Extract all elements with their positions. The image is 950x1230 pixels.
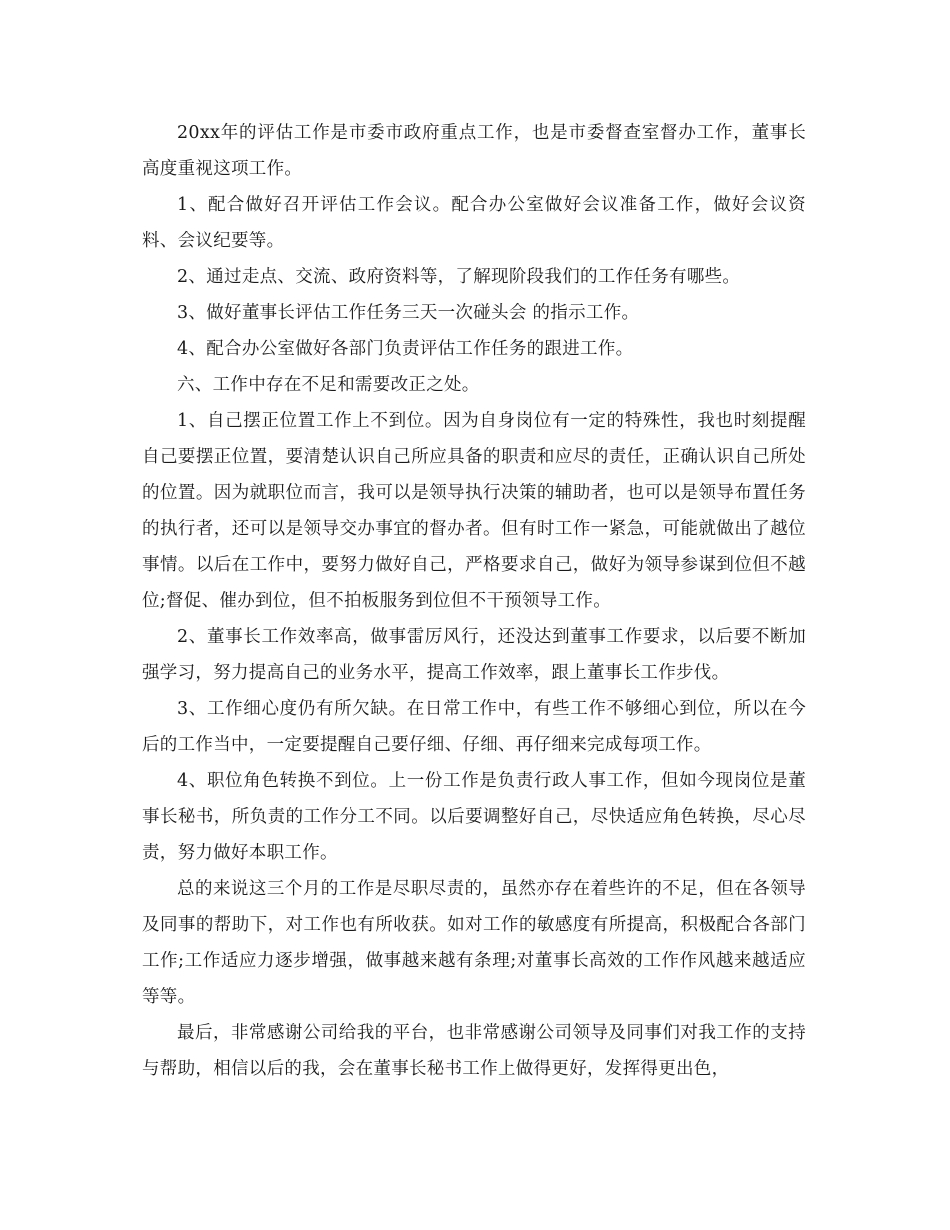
paragraph-summary: 总的来说这三个月的工作是尽职尽责的，虽然亦存在着些许的不足，但在各领导及同事的帮助下，对工作也有所收获。如对工作的敏感度有所提高，积极配合各部门工作;工作适应力逐步增强，做事越来越有条理;对董事长高效的工作作风越来越适应等等。 — [142, 879, 806, 1007]
paragraph-shortcoming-1: 1、自己摆正位置工作上不到位。因为自身岗位有一定的特殊性，我也时刻提醒自己要摆正位置，要清楚认识自己所应具备的职责和应尽的责任，正确认识自己所处的位置。因为就职位而言，我可以是领导执行决策的辅助者，也可以是领导布置任务的执行者，还可以是领导交办事宜的督办者。但有时工作一紧急，可能就做出了越位事情。以后在工作中，要努力做好自己，严格要求自己，做好为领导参谋到位但不越位;督促、催办到位，但不拍板服务到位但不干预领导工作。 — [142, 411, 806, 611]
paragraph-item-1: 1、配合做好召开评估工作会议。配合办公室做好会议准备工作，做好会议资料、会议纪要等。 — [142, 195, 806, 251]
section-heading-shortcomings: 六、工作中存在不足和需要改正之处。 — [177, 375, 480, 395]
paragraph-item-3: 3、做好董事长评估工作任务三天一次碰头会 的指示工作。 — [177, 303, 640, 323]
paragraph-shortcoming-2: 2、董事长工作效率高，做事雷厉风行，还没达到董事工作要求，以后要不断加强学习，努力提高自己的业务水平，提高工作效率，跟上董事长工作步伐。 — [142, 627, 806, 683]
document-body — [142, 115, 806, 1087]
paragraph-item-4: 4、配合办公室做好各部门负责评估工作任务的跟进工作。 — [177, 339, 634, 359]
paragraph-closing: 最后，非常感谢公司给我的平台，也非常感谢公司领导及同事们对我工作的支持与帮助，相信以后的我，会在董事长秘书工作上做得更好，发挥得更出色， — [142, 1023, 806, 1079]
paragraph-shortcoming-4: 4、职位角色转换不到位。上一份工作是负责行政人事工作，但如今现岗位是董事长秘书，所负责的工作分工不同。以后要调整好自己，尽快适应角色转换，尽心尽责，努力做好本职工作。 — [142, 771, 806, 863]
paragraph-shortcoming-3: 3、工作细心度仍有所欠缺。在日常工作中，有些工作不够细心到位，所以在今后的工作当中，一定要提醒自己要仔细、仔细、再仔细来完成每项工作。 — [142, 699, 806, 755]
paragraph-intro: 20xx年的评估工作是市委市政府重点工作，也是市委督查室督办工作，董事长高度重视这项工作。 — [142, 123, 806, 179]
paragraph-item-2: 2、通过走点、交流、政府资料等，了解现阶段我们的工作任务有哪些。 — [177, 267, 741, 287]
